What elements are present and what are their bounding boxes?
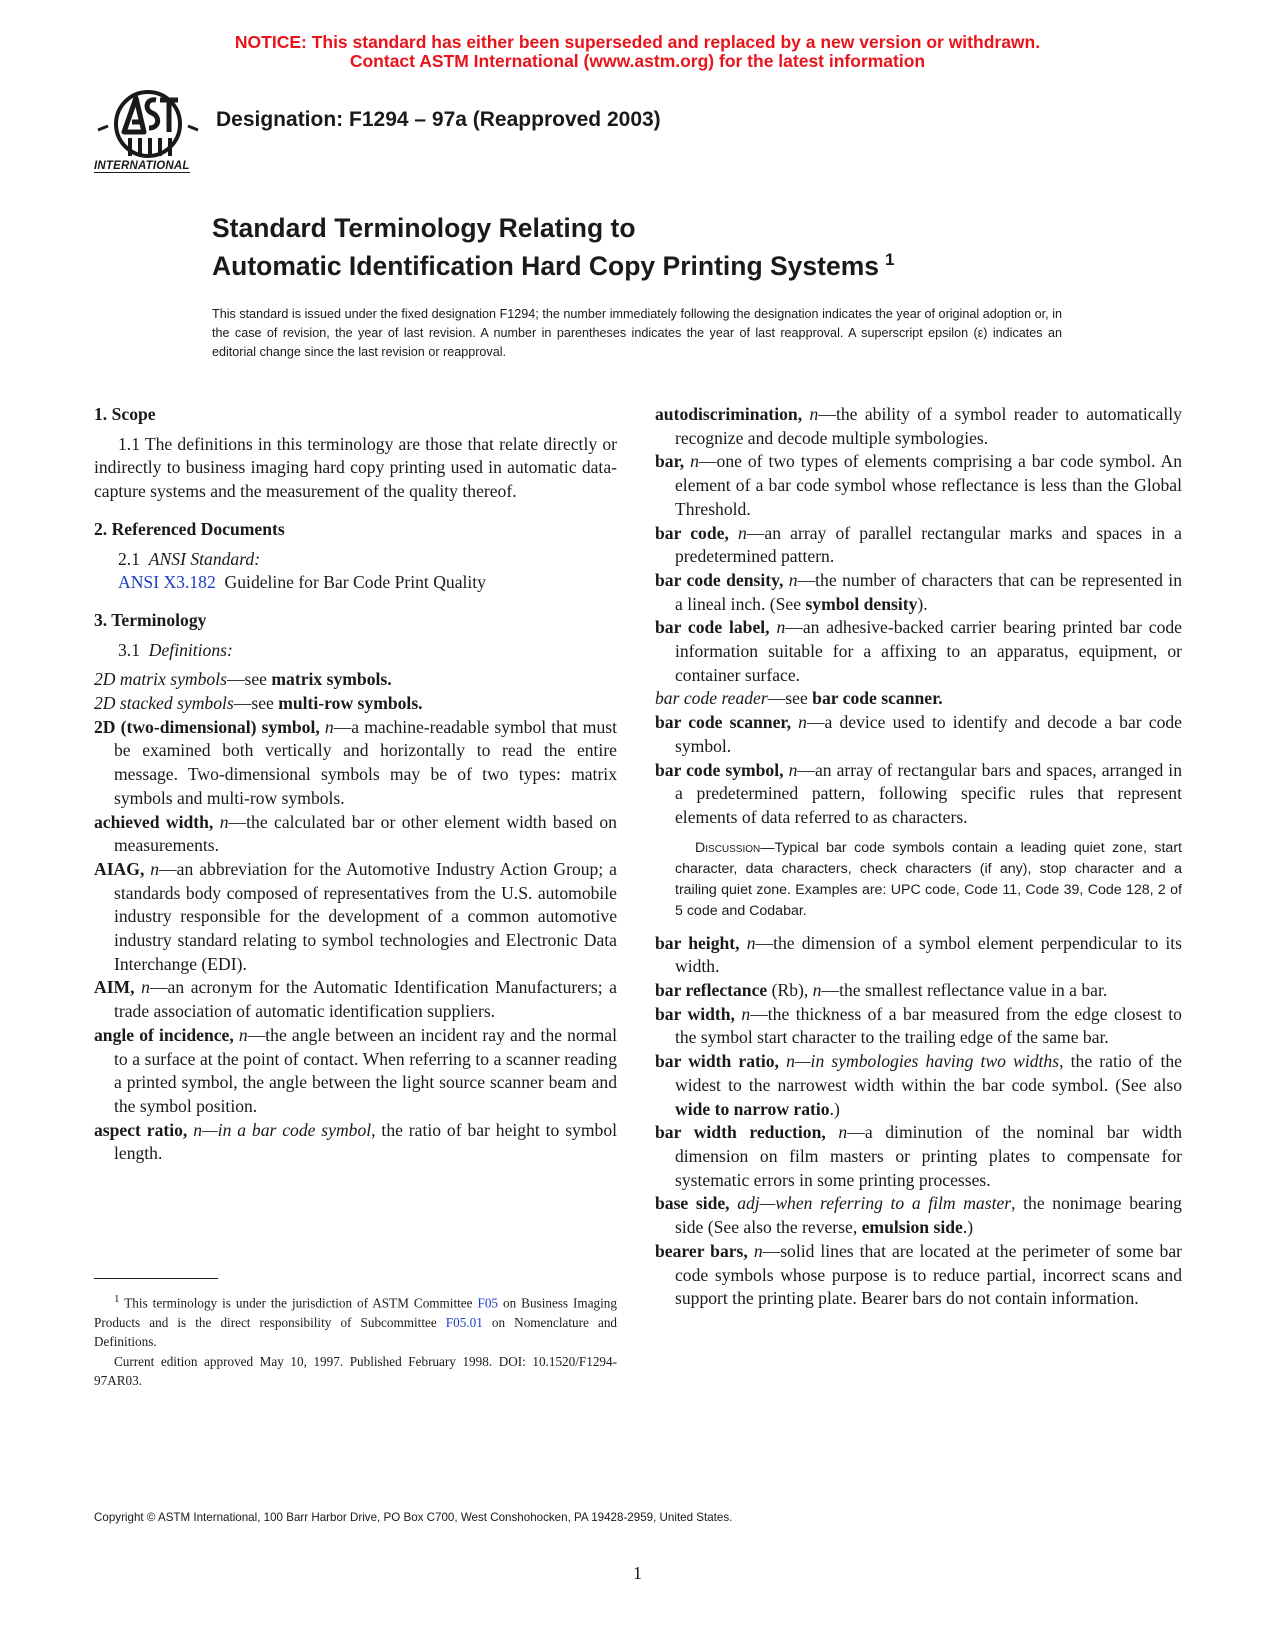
term-entry xyxy=(655,569,1182,616)
part-of-speech: adj xyxy=(737,1193,760,1214)
definitions-subsection xyxy=(94,639,617,663)
part-of-speech: n xyxy=(812,980,822,1001)
term-name: bar reflectance xyxy=(655,980,768,1001)
subsection-title: Definitions: xyxy=(148,639,233,660)
term-entry xyxy=(655,711,1182,758)
term-reference: emulsion side xyxy=(861,1217,963,1238)
term-name: 2D stacked symbols xyxy=(94,693,234,714)
term-entry xyxy=(655,759,1182,830)
discussion-note xyxy=(655,838,1182,922)
referenced-document-title: Guideline for Bar Code Print Quality xyxy=(224,572,486,593)
discussion-text: —Typical bar code symbols contain a leading quiet zone, start character, data characters, check characters (if any), stop character and a trailing quiet zone. Examples are: UPC code, Code 11, Code 39, Code 128, 2 of 5 code and Codabar. xyxy=(675,839,1182,919)
part-of-speech: n xyxy=(150,858,160,879)
term-definition: , the ratio of bar height to symbol length. xyxy=(114,1119,618,1164)
copyright-line: Copyright © ASTM International, 100 Barr Harbor Drive, PO Box C700, West Conshohocken, PA 19428-2959, United States. xyxy=(94,1511,733,1524)
term-definition: —a machine-readable symbol that must be examined both vertically and horizontally to read the entire message. Two-dimensional symbols may be of two types: matrix symbols and multi-row symbols. xyxy=(114,716,617,808)
term-name: base side, xyxy=(655,1193,730,1214)
part-of-speech: n xyxy=(788,759,798,780)
discussion-label: Discussion xyxy=(695,839,761,856)
part-of-speech: n xyxy=(141,977,150,998)
notice-line-1: NOTICE: This standard has either been superseded and replaced by a new version or withdrawn. xyxy=(234,32,1041,52)
term-name: AIM, xyxy=(94,977,135,998)
subsection-number: 2.1 xyxy=(118,548,140,569)
subsection-title: ANSI Standard: xyxy=(148,548,261,569)
term-name: angle of incidence, xyxy=(94,1024,234,1045)
footnote xyxy=(94,1290,617,1391)
term-entry xyxy=(94,716,617,811)
term-definition: —one of two types of elements comprising a bar code symbol. An element of a bar code symbol whose reflectance is less than the Global Threshold. xyxy=(675,451,1182,519)
term-definition: —an abbreviation for the Automotive Industry Action Group; a standards body composed of representatives from the U.S. automobile industry responsible for the development of a common automotive industry standard relating to symbol technologies and Electronic Data Interchange (EDI). xyxy=(114,858,617,974)
term-entry xyxy=(655,1192,1182,1239)
term-entry xyxy=(94,692,617,716)
title-line-2 xyxy=(212,244,894,282)
notice-line-2: Contact ASTM International (www.astm.org) for the latest information xyxy=(349,51,926,71)
term-definition: —a diminution of the nominal bar width dimension on film masters or printing plates to compensate for systematic errors in some printing processes. xyxy=(675,1122,1182,1190)
term-reference: matrix symbols. xyxy=(271,669,392,690)
term-definition: —the ability of a symbol reader to automatically recognize and decode multiple symbologies. xyxy=(675,404,1182,448)
term-name: bar code symbol, xyxy=(655,759,784,780)
footnote-text: on Business Imaging Products and is the direct responsibility of Subcommittee xyxy=(94,1295,617,1330)
title-footnote-mark: 1 xyxy=(885,250,895,269)
term-entry xyxy=(94,811,617,858)
part-of-speech: n xyxy=(838,1122,848,1143)
term-context: —when referring to a film master xyxy=(759,1193,1012,1214)
subcommittee-f0501-link[interactable]: F05.01 xyxy=(445,1314,483,1330)
term-definition: —an array of rectangular bars and spaces, arranged in a predetermined pattern, following specific rules that represent elements of data referred to as characters. xyxy=(675,759,1182,827)
title-line-1: Standard Terminology Relating to xyxy=(212,213,636,243)
astm-logo xyxy=(94,86,202,186)
term-reference: symbol density xyxy=(805,593,918,614)
footnote-text: This terminology is under the jurisdiction of ASTM Committee xyxy=(124,1295,473,1311)
term-context: —in a bar code symbol xyxy=(202,1119,372,1140)
see-text: —see xyxy=(233,693,274,714)
term-name: bar height, xyxy=(655,932,740,953)
term-definition: —the thickness of a bar measured from the edge closest to the symbol start character to the trailing edge of the same bar. xyxy=(675,1003,1182,1048)
committee-f05-link[interactable]: F05 xyxy=(477,1295,499,1311)
term-entry xyxy=(655,1003,1182,1050)
part-of-speech: n xyxy=(690,451,699,472)
term-entry xyxy=(655,522,1182,569)
section-heading-scope: 1. Scope xyxy=(94,404,156,424)
term-name: AIAG, xyxy=(94,858,145,879)
part-of-speech: n xyxy=(746,932,756,953)
referenced-subsection xyxy=(94,548,617,572)
term-context: —in symbologies having two widths xyxy=(794,1051,1060,1072)
footnote-paragraph xyxy=(94,1290,617,1352)
part-of-speech: n xyxy=(786,1051,795,1072)
part-of-speech: n xyxy=(219,811,229,832)
designation: Designation: F1294 – 97a (Reapproved 2003) xyxy=(216,108,661,131)
right-column xyxy=(655,403,1182,1311)
term-entry xyxy=(655,403,1182,450)
term-entry xyxy=(655,1121,1182,1192)
term-definition: —an adhesive-backed carrier bearing printed bar code information suitable for a affixing to an apparatus, equipment, or container surface. xyxy=(675,617,1182,685)
term-name: 2D matrix symbols xyxy=(94,669,227,690)
term-definition: —the dimension of a symbol element perpendicular to its width. xyxy=(675,932,1183,977)
term-entry xyxy=(655,1050,1182,1121)
term-name: bar code density, xyxy=(655,569,784,590)
term-name: achieved width, xyxy=(94,811,214,832)
issuance-statement: This standard is issued under the fixed designation F1294; the number immediately following the designation indicates the year of original adoption or, in the case of revision, the year of last revision. A number in parentheses indicates the year of last reapproval. A superscript epsilon (ε) indicates an editorial change since the last revision or reapproval. xyxy=(212,307,1062,359)
part-of-speech: n xyxy=(753,1240,763,1261)
term-name: autodiscrimination, xyxy=(655,404,803,424)
part-of-speech: n xyxy=(788,569,798,590)
footnote-text: on Nomenclature and Definitions. xyxy=(94,1314,618,1350)
term-definition-end: .) xyxy=(962,1217,974,1238)
subsection-number: 3.1 xyxy=(118,639,140,660)
part-of-speech: n xyxy=(324,716,334,737)
footnote-divider xyxy=(94,1278,218,1279)
term-definition: —a device used to identify and decode a bar code symbol. xyxy=(675,712,1182,756)
term-entry xyxy=(655,932,1182,979)
part-of-speech: n xyxy=(738,522,747,543)
term-name: bar width, xyxy=(655,1003,735,1024)
term-definition: , the nonimage bearing side (See also the reverse, xyxy=(675,1193,1182,1238)
page-number: 1 xyxy=(633,1563,642,1583)
part-of-speech: n xyxy=(809,404,819,424)
term-name: bar code label, xyxy=(655,617,770,638)
term-definition-end: ). xyxy=(917,593,928,614)
scope-paragraph: 1.1 The definitions in this terminology are those that relate directly or indirectly to business imaging hard copy printing used in automatic data-capture systems and the measurement of the quality thereof. xyxy=(94,433,617,502)
term-definition: , the ratio of the widest to the narrowest width within the bar code symbol. (See also xyxy=(675,1051,1182,1095)
title-line-2-text: Automatic Identification Hard Copy Printing Systems xyxy=(212,251,880,281)
term-name: bar code, xyxy=(655,522,729,543)
footnote-mark: 1 xyxy=(114,1293,120,1305)
term-entry xyxy=(94,1024,617,1119)
term-definition: —the smallest reflectance value in a bar. xyxy=(821,980,1108,1001)
term-entry xyxy=(655,1240,1182,1311)
term-definition: —the angle between an incident ray and the normal to a surface at the point of contact. When referring to a scanner reading a printed symbol, the angle between the light source scanner beam and the symbol position. xyxy=(114,1024,618,1116)
section-heading-terminology: 3. Terminology xyxy=(94,609,207,630)
term-name: bar code reader xyxy=(655,688,768,709)
term-name: bearer bars, xyxy=(655,1240,748,1261)
term-reference: wide to narrow ratio xyxy=(675,1098,830,1119)
term-definition: —an array of parallel rectangular marks and spaces in a predetermined pattern. xyxy=(675,522,1182,567)
term-entry xyxy=(655,616,1182,687)
term-name: bar width ratio, xyxy=(655,1051,779,1072)
section-heading-referenced-documents: 2. Referenced Documents xyxy=(94,518,285,539)
term-name: aspect ratio, xyxy=(94,1119,188,1140)
part-of-speech: n xyxy=(798,712,807,733)
term-definition: —the number of characters that can be represented in a lineal inch. (See xyxy=(675,569,1182,614)
term-name: bar width reduction, xyxy=(655,1122,826,1143)
footnote-edition: Current edition approved May 10, 1997. Published February 1998. DOI: 10.1520/F1294-97AR03. xyxy=(94,1353,617,1389)
part-of-speech: n xyxy=(238,1024,248,1045)
term-entry xyxy=(94,976,617,1023)
part-of-speech: n xyxy=(741,1003,751,1024)
term-symbol: (Rb), xyxy=(771,980,809,1001)
term-reference: multi-row symbols. xyxy=(278,693,423,714)
term-entry xyxy=(655,450,1182,521)
term-name: 2D (two-dimensional) symbol, xyxy=(94,716,320,737)
part-of-speech: n xyxy=(776,617,786,638)
see-text: —see xyxy=(226,669,267,690)
term-definition: —solid lines that are located at the perimeter of some bar code symbols whose purpose is to reduce partial, incorrect scans and support the printing plate. Bearer bars do not contain information. xyxy=(675,1240,1183,1309)
term-definition-end: .) xyxy=(829,1098,840,1119)
see-text: —see xyxy=(767,688,808,709)
term-definition: —the calculated bar or other element width based on measurements. xyxy=(114,811,617,856)
term-entry xyxy=(94,668,617,692)
term-entry xyxy=(655,687,1182,711)
term-name: bar, xyxy=(655,451,685,472)
term-entry xyxy=(94,1119,617,1166)
term-entry xyxy=(94,858,617,977)
logo-wordmark: INTERNATIONAL xyxy=(94,160,190,172)
withdrawal-notice xyxy=(0,33,1275,71)
term-name: bar code scanner, xyxy=(655,712,791,733)
part-of-speech: n xyxy=(193,1119,203,1140)
ansi-x3182-link[interactable]: ANSI X3.182 xyxy=(118,572,216,593)
referenced-document xyxy=(94,571,617,595)
term-definition: —an acronym for the Automatic Identification Manufacturers; a trade association of automatic identification suppliers. xyxy=(114,977,617,1022)
term-reference: bar code scanner. xyxy=(812,688,943,709)
term-entry xyxy=(655,979,1182,1003)
left-column xyxy=(94,403,617,1166)
document-title xyxy=(212,212,894,282)
